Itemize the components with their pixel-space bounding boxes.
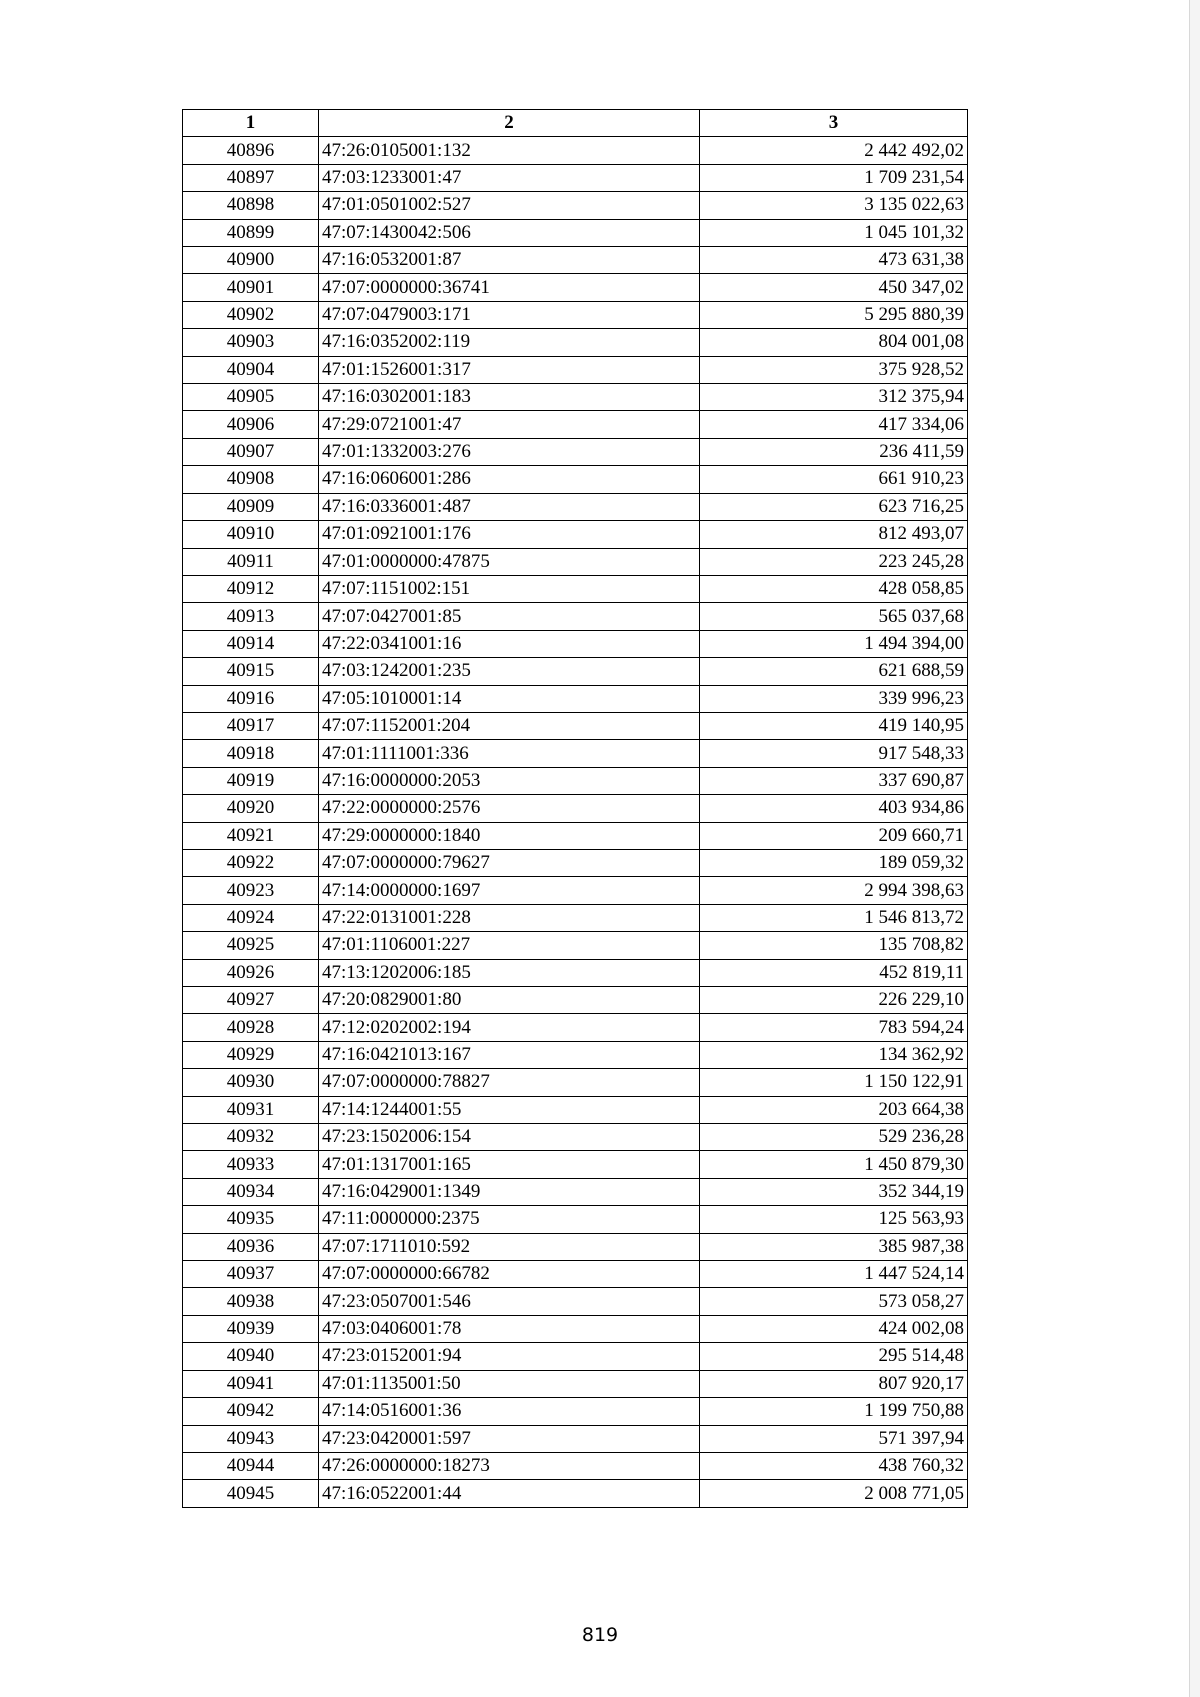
table-row — [183, 301, 968, 328]
cadastral-value-cell: 807 920,17 — [700, 1370, 968, 1397]
table-row — [183, 1206, 968, 1233]
column-header-3: 3 — [700, 110, 968, 137]
row-number-cell: 40917 — [183, 712, 319, 739]
cadastral-value-cell: 1 199 750,88 — [700, 1398, 968, 1425]
cadastral-value-cell: 1 447 524,14 — [700, 1261, 968, 1288]
row-number-cell: 40939 — [183, 1315, 319, 1342]
cadastral-value-cell: 2 442 492,02 — [700, 137, 968, 164]
row-number-cell: 40904 — [183, 356, 319, 383]
cadastral-value-cell: 375 928,52 — [700, 356, 968, 383]
table-row — [183, 493, 968, 520]
cadastral-number-cell: 47:01:1317001:165 — [319, 1151, 700, 1178]
row-number-cell: 40911 — [183, 548, 319, 575]
table-row — [183, 1233, 968, 1260]
cadastral-value-cell: 452 819,11 — [700, 959, 968, 986]
row-number-cell: 40936 — [183, 1233, 319, 1260]
cadastral-number-cell: 47:23:0507001:546 — [319, 1288, 700, 1315]
cadastral-number-cell: 47:20:0829001:80 — [319, 987, 700, 1014]
table-row — [183, 384, 968, 411]
row-number-cell: 40899 — [183, 219, 319, 246]
cadastral-number-cell: 47:07:1151002:151 — [319, 575, 700, 602]
cadastral-number-cell: 47:16:0522001:44 — [319, 1480, 700, 1507]
cadastral-value-cell: 2 994 398,63 — [700, 877, 968, 904]
cadastral-value-cell: 236 411,59 — [700, 438, 968, 465]
table-body — [183, 137, 968, 1507]
cadastral-number-cell: 47:01:1106001:227 — [319, 932, 700, 959]
cadastral-value-cell: 1 150 122,91 — [700, 1069, 968, 1096]
cadastral-value-cell: 917 548,33 — [700, 740, 968, 767]
cadastral-number-cell: 47:22:0000000:2576 — [319, 795, 700, 822]
cadastral-value-cell: 812 493,07 — [700, 521, 968, 548]
row-number-cell: 40935 — [183, 1206, 319, 1233]
row-number-cell: 40922 — [183, 849, 319, 876]
cadastral-value-cell: 135 708,82 — [700, 932, 968, 959]
cadastral-value-cell: 385 987,38 — [700, 1233, 968, 1260]
table-row — [183, 575, 968, 602]
row-number-cell: 40921 — [183, 822, 319, 849]
table-row — [183, 521, 968, 548]
row-number-cell: 40909 — [183, 493, 319, 520]
table-row — [183, 274, 968, 301]
cadastral-value-cell: 428 058,85 — [700, 575, 968, 602]
cadastral-number-cell: 47:01:0000000:47875 — [319, 548, 700, 575]
table-row — [183, 877, 968, 904]
table-row — [183, 411, 968, 438]
cadastral-number-cell: 47:29:0000000:1840 — [319, 822, 700, 849]
cadastral-value-cell: 337 690,87 — [700, 767, 968, 794]
cadastral-number-cell: 47:26:0000000:18273 — [319, 1452, 700, 1479]
table-row — [183, 630, 968, 657]
cadastral-value-cell: 226 229,10 — [700, 987, 968, 1014]
table-row — [183, 767, 968, 794]
cadastral-number-cell: 47:03:1233001:47 — [319, 164, 700, 191]
row-number-cell: 40934 — [183, 1178, 319, 1205]
row-number-cell: 40945 — [183, 1480, 319, 1507]
cadastral-number-cell: 47:12:0202002:194 — [319, 1014, 700, 1041]
cadastral-number-cell: 47:16:0606001:286 — [319, 466, 700, 493]
table-row — [183, 1178, 968, 1205]
cadastral-number-cell: 47:26:0105001:132 — [319, 137, 700, 164]
cadastral-number-cell: 47:07:1152001:204 — [319, 712, 700, 739]
cadastral-number-cell: 47:16:0352002:119 — [319, 329, 700, 356]
row-number-cell: 40944 — [183, 1452, 319, 1479]
table-row — [183, 1370, 968, 1397]
row-number-cell: 40930 — [183, 1069, 319, 1096]
cadastral-value-cell: 419 140,95 — [700, 712, 968, 739]
cadastral-number-cell: 47:07:0000000:36741 — [319, 274, 700, 301]
table-row — [183, 822, 968, 849]
table-row — [183, 1041, 968, 1068]
table-row — [183, 658, 968, 685]
cadastral-value-cell: 295 514,48 — [700, 1343, 968, 1370]
table-row — [183, 740, 968, 767]
row-number-cell: 40918 — [183, 740, 319, 767]
table-row — [183, 849, 968, 876]
row-number-cell: 40942 — [183, 1398, 319, 1425]
cadastral-value-cell: 565 037,68 — [700, 603, 968, 630]
cadastral-value-cell: 573 058,27 — [700, 1288, 968, 1315]
table-row — [183, 247, 968, 274]
cadastral-number-cell: 47:07:1430042:506 — [319, 219, 700, 246]
row-number-cell: 40908 — [183, 466, 319, 493]
row-number-cell: 40903 — [183, 329, 319, 356]
table-row — [183, 795, 968, 822]
cadastral-value-cell: 312 375,94 — [700, 384, 968, 411]
table-header-row — [183, 110, 968, 137]
column-header-1: 1 — [183, 110, 319, 137]
cadastral-value-cell: 189 059,32 — [700, 849, 968, 876]
cadastral-number-cell: 47:13:1202006:185 — [319, 959, 700, 986]
cadastral-number-cell: 47:16:0429001:1349 — [319, 1178, 700, 1205]
table-row — [183, 466, 968, 493]
cadastral-number-cell: 47:29:0721001:47 — [319, 411, 700, 438]
table-row — [183, 192, 968, 219]
row-number-cell: 40932 — [183, 1124, 319, 1151]
cadastral-value-cell: 804 001,08 — [700, 329, 968, 356]
table-row — [183, 603, 968, 630]
table-row — [183, 1480, 968, 1507]
table-row — [183, 1014, 968, 1041]
table-row — [183, 548, 968, 575]
row-number-cell: 40931 — [183, 1096, 319, 1123]
cadastral-value-cell: 438 760,32 — [700, 1452, 968, 1479]
table-row — [183, 1425, 968, 1452]
table-row — [183, 932, 968, 959]
table-row — [183, 1261, 968, 1288]
row-number-cell: 40898 — [183, 192, 319, 219]
cadastral-number-cell: 47:16:0421013:167 — [319, 1041, 700, 1068]
table-row — [183, 438, 968, 465]
table-row — [183, 712, 968, 739]
row-number-cell: 40940 — [183, 1343, 319, 1370]
cadastral-number-cell: 47:16:0302001:183 — [319, 384, 700, 411]
cadastral-value-cell: 403 934,86 — [700, 795, 968, 822]
row-number-cell: 40943 — [183, 1425, 319, 1452]
cadastral-number-cell: 47:07:0000000:79627 — [319, 849, 700, 876]
row-number-cell: 40905 — [183, 384, 319, 411]
row-number-cell: 40912 — [183, 575, 319, 602]
cadastral-value-cell: 450 347,02 — [700, 274, 968, 301]
cadastral-number-cell: 47:01:1111001:336 — [319, 740, 700, 767]
cadastral-value-cell: 2 008 771,05 — [700, 1480, 968, 1507]
row-number-cell: 40924 — [183, 904, 319, 931]
cadastral-number-cell: 47:22:0341001:16 — [319, 630, 700, 657]
cadastral-value-cell: 529 236,28 — [700, 1124, 968, 1151]
cadastral-value-cell: 1 494 394,00 — [700, 630, 968, 657]
table-row — [183, 959, 968, 986]
cadastral-number-cell: 47:11:0000000:2375 — [319, 1206, 700, 1233]
row-number-cell: 40926 — [183, 959, 319, 986]
table-row — [183, 137, 968, 164]
page-edge — [1189, 0, 1200, 1697]
cadastral-number-cell: 47:23:0152001:94 — [319, 1343, 700, 1370]
cadastral-value-cell: 1 045 101,32 — [700, 219, 968, 246]
cadastral-number-cell: 47:03:0406001:78 — [319, 1315, 700, 1342]
cadastral-value-cell: 1 546 813,72 — [700, 904, 968, 931]
cadastral-number-cell: 47:07:0479003:171 — [319, 301, 700, 328]
table-row — [183, 1315, 968, 1342]
cadastral-value-cell: 424 002,08 — [700, 1315, 968, 1342]
table-row — [183, 164, 968, 191]
row-number-cell: 40927 — [183, 987, 319, 1014]
cadastral-number-cell: 47:01:0921001:176 — [319, 521, 700, 548]
cadastral-value-cell: 661 910,23 — [700, 466, 968, 493]
cadastral-value-cell: 621 688,59 — [700, 658, 968, 685]
row-number-cell: 40938 — [183, 1288, 319, 1315]
cadastral-value-cell: 209 660,71 — [700, 822, 968, 849]
table-row — [183, 219, 968, 246]
cadastral-number-cell: 47:14:0516001:36 — [319, 1398, 700, 1425]
row-number-cell: 40910 — [183, 521, 319, 548]
table-row — [183, 904, 968, 931]
row-number-cell: 40928 — [183, 1014, 319, 1041]
row-number-cell: 40913 — [183, 603, 319, 630]
cadastral-number-cell: 47:01:0501002:527 — [319, 192, 700, 219]
cadastral-number-cell: 47:03:1242001:235 — [319, 658, 700, 685]
cadastral-value-cell: 352 344,19 — [700, 1178, 968, 1205]
register-table — [182, 109, 968, 1508]
row-number-cell: 40937 — [183, 1261, 319, 1288]
cadastral-number-cell: 47:07:0000000:78827 — [319, 1069, 700, 1096]
cadastral-number-cell: 47:05:1010001:14 — [319, 685, 700, 712]
cadastral-value-cell: 3 135 022,63 — [700, 192, 968, 219]
cadastral-value-cell: 783 594,24 — [700, 1014, 968, 1041]
row-number-cell: 40915 — [183, 658, 319, 685]
row-number-cell: 40907 — [183, 438, 319, 465]
row-number-cell: 40897 — [183, 164, 319, 191]
cadastral-value-cell: 571 397,94 — [700, 1425, 968, 1452]
cadastral-number-cell: 47:14:1244001:55 — [319, 1096, 700, 1123]
row-number-cell: 40906 — [183, 411, 319, 438]
row-number-cell: 40925 — [183, 932, 319, 959]
cadastral-number-cell: 47:07:0000000:66782 — [319, 1261, 700, 1288]
row-number-cell: 40914 — [183, 630, 319, 657]
cadastral-number-cell: 47:22:0131001:228 — [319, 904, 700, 931]
table-row — [183, 1124, 968, 1151]
table-row — [183, 987, 968, 1014]
cadastral-value-cell: 223 245,28 — [700, 548, 968, 575]
cadastral-number-cell: 47:14:0000000:1697 — [319, 877, 700, 904]
row-number-cell: 40896 — [183, 137, 319, 164]
cadastral-number-cell: 47:16:0000000:2053 — [319, 767, 700, 794]
cadastral-value-cell: 5 295 880,39 — [700, 301, 968, 328]
cadastral-number-cell: 47:01:1135001:50 — [319, 1370, 700, 1397]
table-row — [183, 356, 968, 383]
row-number-cell: 40920 — [183, 795, 319, 822]
row-number-cell: 40933 — [183, 1151, 319, 1178]
cadastral-number-cell: 47:01:1332003:276 — [319, 438, 700, 465]
page-number: 819 — [581, 1624, 619, 1646]
table-row — [183, 1069, 968, 1096]
cadastral-number-cell: 47:01:1526001:317 — [319, 356, 700, 383]
row-number-cell: 40929 — [183, 1041, 319, 1068]
row-number-cell: 40901 — [183, 274, 319, 301]
cadastral-number-cell: 47:07:0427001:85 — [319, 603, 700, 630]
cadastral-value-cell: 1 709 231,54 — [700, 164, 968, 191]
table-row — [183, 1343, 968, 1370]
row-number-cell: 40902 — [183, 301, 319, 328]
table-row — [183, 1096, 968, 1123]
cadastral-value-cell: 417 334,06 — [700, 411, 968, 438]
cadastral-number-cell: 47:16:0532001:87 — [319, 247, 700, 274]
cadastral-value-cell: 339 996,23 — [700, 685, 968, 712]
row-number-cell: 40916 — [183, 685, 319, 712]
cadastral-number-cell: 47:23:1502006:154 — [319, 1124, 700, 1151]
table-row — [183, 685, 968, 712]
cadastral-value-cell: 473 631,38 — [700, 247, 968, 274]
cadastral-value-cell: 134 362,92 — [700, 1041, 968, 1068]
cadastral-value-cell: 623 716,25 — [700, 493, 968, 520]
table-row — [183, 1151, 968, 1178]
cadastral-value-cell: 203 664,38 — [700, 1096, 968, 1123]
table-row — [183, 1288, 968, 1315]
row-number-cell: 40919 — [183, 767, 319, 794]
row-number-cell: 40900 — [183, 247, 319, 274]
table-row — [183, 329, 968, 356]
table-row — [183, 1452, 968, 1479]
cadastral-number-cell: 47:07:1711010:592 — [319, 1233, 700, 1260]
table-row — [183, 1398, 968, 1425]
cadastral-value-cell: 1 450 879,30 — [700, 1151, 968, 1178]
cadastral-value-cell: 125 563,93 — [700, 1206, 968, 1233]
cadastral-number-cell: 47:23:0420001:597 — [319, 1425, 700, 1452]
row-number-cell: 40923 — [183, 877, 319, 904]
column-header-2: 2 — [319, 110, 700, 137]
cadastral-number-cell: 47:16:0336001:487 — [319, 493, 700, 520]
row-number-cell: 40941 — [183, 1370, 319, 1397]
